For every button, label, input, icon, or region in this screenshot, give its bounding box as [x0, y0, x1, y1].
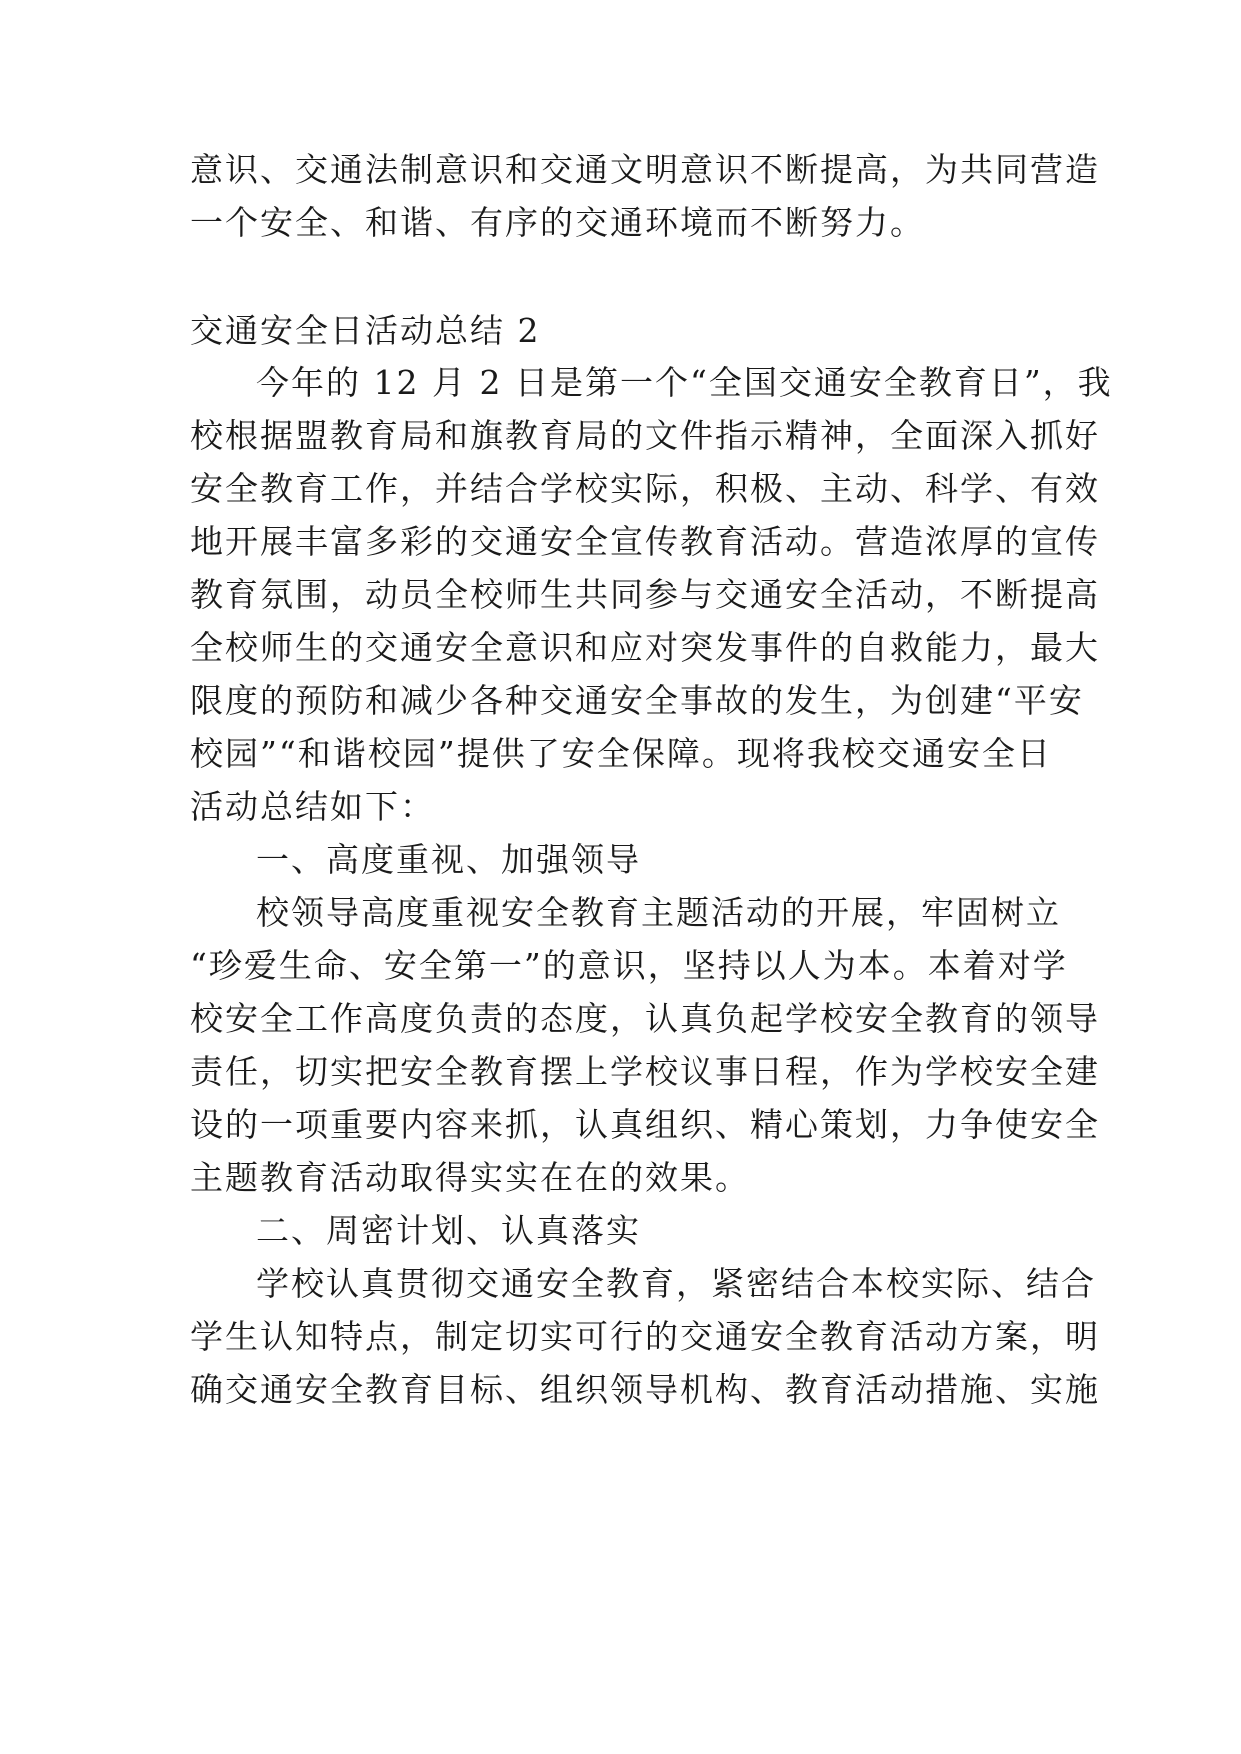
paragraph-first-line: 今年的 12 月 2 日是第一个“全国交通安全教育日”，我 [256, 363, 1113, 402]
paragraph-first-line: 校领导高度重视安全教育主题活动的开展，牢固树立 [256, 893, 1061, 932]
section-title: 交通安全日活动总结 2 [190, 311, 541, 350]
body-text-line: 主题教育活动取得实实在在的效果。 [190, 1158, 750, 1197]
body-text-line: 校园”“和谐校园”提供了安全保障。现将我校交通安全日 [190, 734, 1052, 773]
body-text-line: 地开展丰富多彩的交通安全宣传教育活动。营造浓厚的宣传 [190, 522, 1100, 561]
section-heading-2: 二、周密计划、认真落实 [256, 1211, 641, 1250]
body-text-line: 安全教育工作，并结合学校实际，积极、主动、科学、有效 [190, 469, 1100, 508]
paragraph-first-line: 学校认真贯彻交通安全教育，紧密结合本校实际、结合 [256, 1264, 1096, 1303]
body-text-line: 学生认知特点，制定切实可行的交通安全教育活动方案，明 [190, 1317, 1100, 1356]
section-heading-1: 一、高度重视、加强领导 [256, 840, 641, 879]
body-text-line: 限度的预防和减少各种交通安全事故的发生，为创建“平安 [190, 681, 1084, 720]
body-text-line: 责任，切实把安全教育摆上学校议事日程，作为学校安全建 [190, 1052, 1100, 1091]
body-text-line: 校安全工作高度负责的态度，认真负起学校安全教育的领导 [190, 999, 1100, 1038]
body-text-line: 确交通安全教育目标、组织领导机构、教育活动措施、实施 [190, 1370, 1100, 1409]
body-text-line: 校根据盟教育局和旗教育局的文件指示精神，全面深入抓好 [190, 416, 1100, 455]
body-text-line: 设的一项重要内容来抓，认真组织、精心策划，力争使安全 [190, 1105, 1100, 1144]
body-text-line: 一个安全、和谐、有序的交通环境而不断努力。 [190, 203, 925, 242]
body-text-line: 活动总结如下： [190, 787, 435, 826]
body-text-line: 意识、交通法制意识和交通文明意识不断提高，为共同营造 [190, 150, 1100, 189]
body-text-line: 教育氛围，动员全校师生共同参与交通安全活动，不断提高 [190, 575, 1100, 614]
document-page [190, 0, 1113, 1754]
body-text-line: “珍爱生命、安全第一”的意识，坚持以人为本。本着对学 [190, 946, 1068, 985]
body-text-line: 全校师生的交通安全意识和应对突发事件的自救能力，最大 [190, 628, 1100, 667]
